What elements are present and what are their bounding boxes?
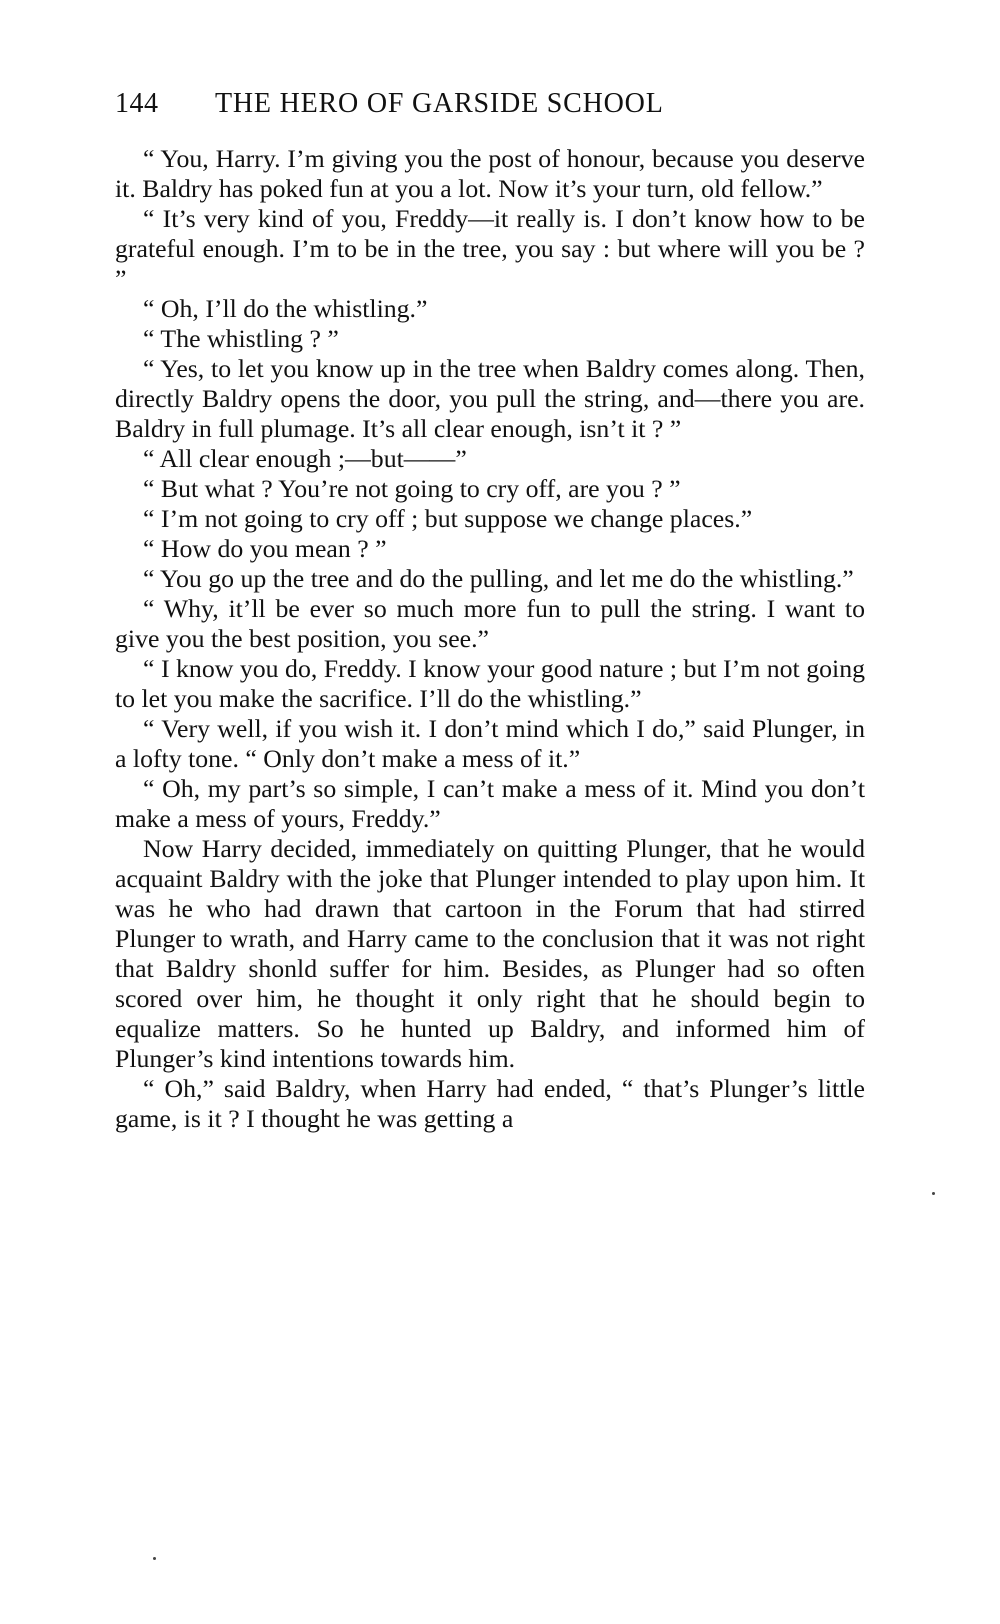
book-page (115, 88, 865, 1134)
paragraph: “ All clear enough ;—but——” (143, 444, 467, 473)
paragraph: “ I’m not going to cry off ; but suppose we change places.” (143, 504, 753, 533)
paragraph: “ But what ? You’re not going to cry off, are you ? ” (143, 474, 681, 503)
paragraph: “ Oh,” said Baldry, when Harry had ended, “ that’s Plunger’s little game, is it ? I thought he was getting a (115, 1074, 865, 1133)
paragraph: “ Yes, to let you know up in the tree when Baldry comes along. Then, directly Baldry opens the door, you pull the string, and—there you are. Baldry in full plumage. It’s all clear enough, isn’t it ? ” (115, 354, 865, 443)
paragraph: Now Harry decided, immediately on quitting Plunger, that he would acquaint Baldry with the joke that Plunger intended to play upon him. It was he who had drawn that cartoon in the Forum that had stirred Plunger to wrath, and Harry came to the conclusion that it was not right that Baldry shonld suffer for him. Besides, as Plunger had so often scored over him, he thought it only right that he should begin to equalize matters. So he hunted up Baldry, and informed him of Plunger’s kind intentions towards him. (115, 834, 865, 1073)
paragraph: “ You go up the tree and do the pulling, and let me do the whistling.” (143, 564, 854, 593)
paragraph: “ Very well, if you wish it. I don’t mind which I do,” said Plunger, in a lofty tone. “ Only don’t make a mess of it.” (115, 714, 865, 773)
paragraph: “ You, Harry. I’m giving you the post of honour, because you deserve it. Baldry has poked fun at you a lot. Now it’s your turn, old fellow.” (115, 144, 865, 203)
paragraph: “ Oh, I’ll do the whistling.” (143, 294, 428, 323)
paragraph: “ I know you do, Freddy. I know your good nature ; but I’m not going to let you make the sacrifice. I’ll do the whistling.” (115, 654, 865, 713)
print-speck (932, 1192, 935, 1195)
paragraph: “ How do you mean ? ” (143, 534, 387, 563)
page-number: 144 (115, 88, 159, 119)
body-text (115, 144, 865, 1134)
paragraph: “ Oh, my part’s so simple, I can’t make a mess of it. Mind you don’t make a mess of yours, Freddy.” (115, 774, 865, 833)
running-head (115, 88, 865, 144)
paragraph: “ It’s very kind of you, Freddy—it really is. I don’t know how to be grateful enough. I’m to be in the tree, you say : but where will you be ? ” (115, 204, 865, 293)
book-title: THE HERO OF GARSIDE SCHOOL (215, 88, 664, 119)
paragraph: “ Why, it’ll be ever so much more fun to pull the string. I want to give you the best position, you see.” (115, 594, 865, 653)
paragraph: “ The whistling ? ” (143, 324, 339, 353)
print-speck (153, 1557, 156, 1560)
